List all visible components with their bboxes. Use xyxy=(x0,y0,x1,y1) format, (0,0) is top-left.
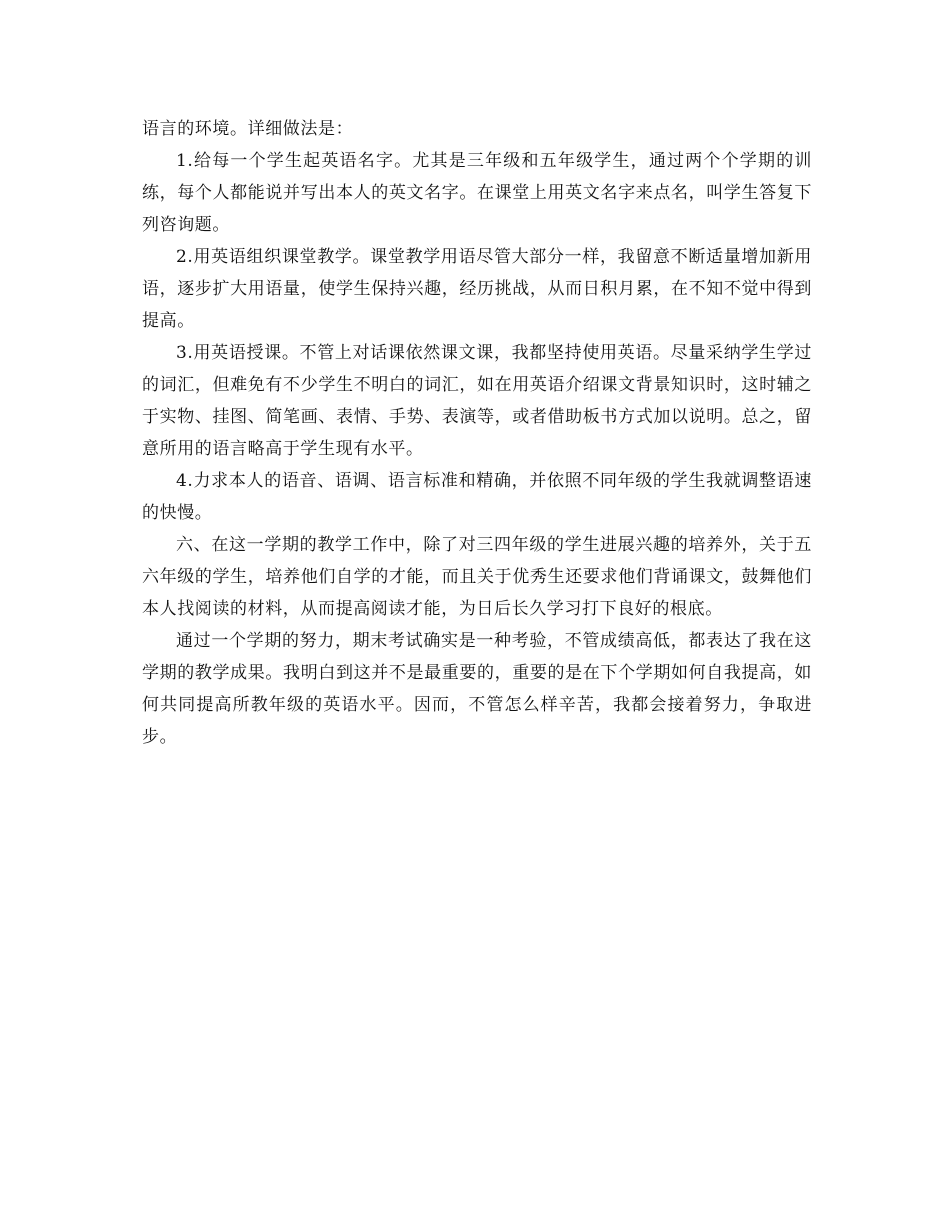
paragraph-item-2-classroom-english: 2.用英语组织课堂教学。课堂教学用语尽管大部分一样，我留意不断适量增加新用语，逐步扩大用语量，使学生保持兴趣，经历挑战，从而日积月累，在不知不觉中得到提高。 xyxy=(142,247,812,331)
document-body xyxy=(142,113,812,753)
paragraph-section-six: 六、在这一学期的教学工作中，除了对三四年级的学生进展兴趣的培养外，关于五六年级的学生，培养他们自学的才能，而且关于优秀生还要求他们背诵课文，鼓舞他们本人找阅读的材料，从而提高阅读才能，为日后长久学习打下良好的根底。 xyxy=(142,535,812,619)
paragraph-continuation: 语言的环境。详细做法是： xyxy=(142,119,354,139)
paragraph-item-4-pronunciation: 4.力求本人的语音、语调、语言标准和精确，并依照不同年级的学生我就调整语速的快慢。 xyxy=(142,471,812,523)
paragraph-conclusion: 通过一个学期的努力，期末考试确实是一种考验，不管成绩高低，都表达了我在这学期的教学成果。我明白到这并不是最重要的，重要的是在下个学期如何自我提高，如何共同提高所教年级的英语水平。因而，不管怎么样辛苦，我都会接着努力，争取进步。 xyxy=(142,631,812,747)
paragraph-item-3-teaching-in-english: 3.用英语授课。不管上对话课依然课文课，我都坚持使用英语。尽量采纳学生学过的词汇，但难免有不少学生不明白的词汇，如在用英语介绍课文背景知识时，这时辅之于实物、挂图、简笔画、表情、手势、表演等，或者借助板书方式加以说明。总之，留意所用的语言略高于学生现有水平。 xyxy=(142,343,812,459)
paragraph-item-1-english-names: 1.给每一个学生起英语名字。尤其是三年级和五年级学生，通过两个个学期的训练，每个人都能说并写出本人的英文名字。在课堂上用英文名字来点名，叫学生答复下列咨询题。 xyxy=(142,151,812,235)
